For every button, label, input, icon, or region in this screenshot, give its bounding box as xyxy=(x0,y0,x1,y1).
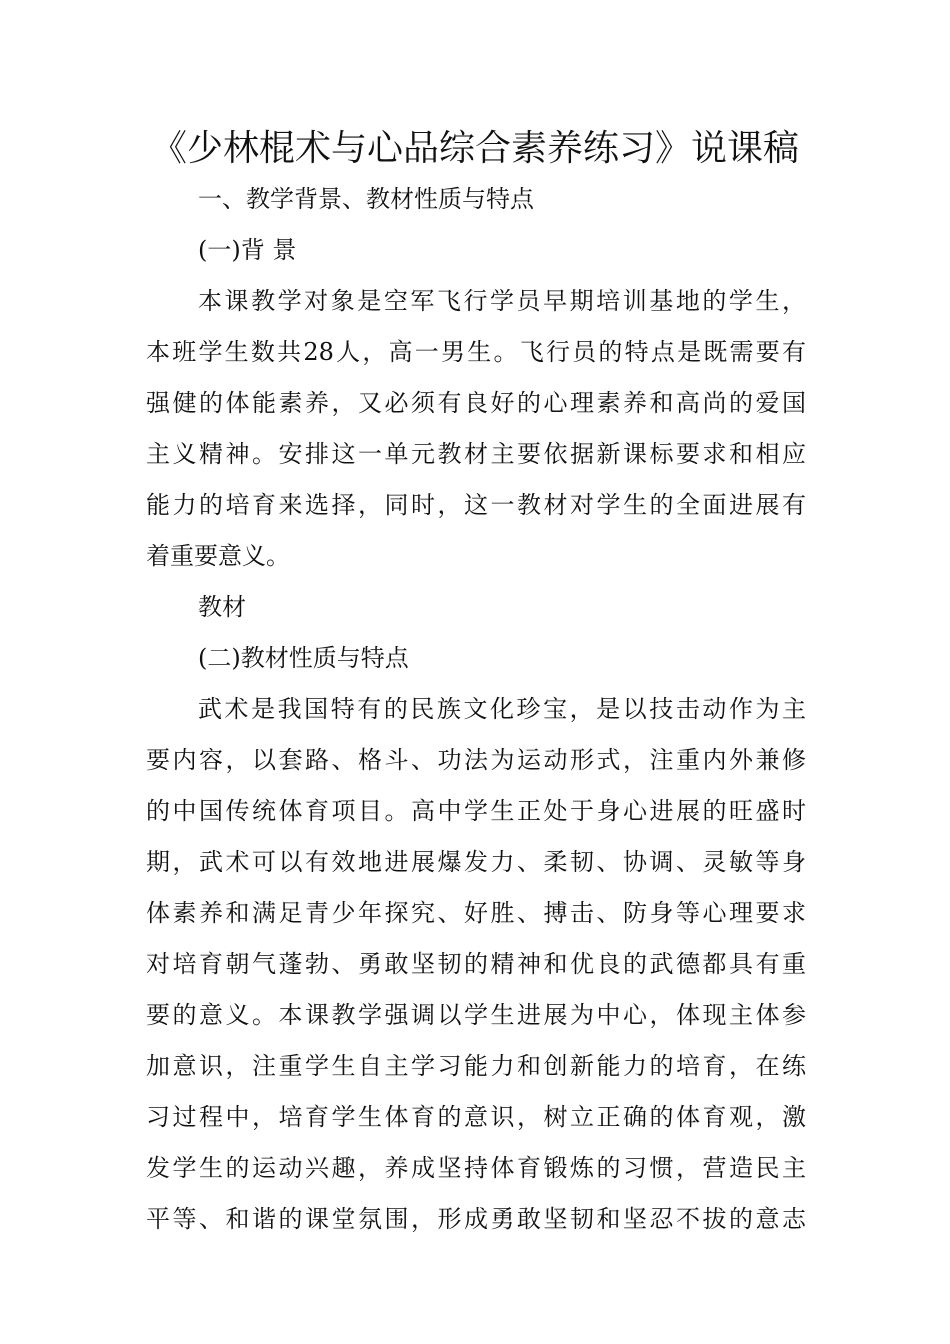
paragraph-line: 平等、和谐的课堂氛围，形成勇敢坚韧和坚忍不拔的意志 xyxy=(146,1205,806,1233)
subsection-heading-background: (一)背 景 xyxy=(198,236,297,264)
paragraph-line: 能力的培育来选择，同时，这一教材对学生的全面进展有 xyxy=(146,491,806,519)
paragraph-line: 习过程中，培育学生体育的意识，树立正确的体育观，激 xyxy=(146,1103,806,1131)
paragraph-line: 的中国传统体育项目。高中学生正处于身心进展的旺盛时 xyxy=(146,797,806,825)
paragraph-line: 本课教学对象是空军飞行学员早期培训基地的学生， xyxy=(198,287,806,315)
paragraph-line: 要内容，以套路、格斗、功法为运动形式，注重内外兼修 xyxy=(146,746,806,774)
document-title: 《少林棍术与心品综合素养练习》说课稿 xyxy=(150,128,799,169)
paragraph-line: 要的意义。本课教学强调以学生进展为中心，体现主体参 xyxy=(146,1001,806,1029)
paragraph-line: 对培育朝气蓬勃、勇敢坚韧的精神和优良的武德都具有重 xyxy=(146,950,806,978)
section-heading-1: 一、教学背景、教材性质与特点 xyxy=(198,185,534,213)
paragraph-line: 加意识，注重学生自主学习能力和创新能力的培育，在练 xyxy=(146,1052,806,1080)
paragraph-line: 强健的体能素养，又必须有良好的心理素养和高尚的爱国 xyxy=(146,389,806,417)
paragraph-line: 期，武术可以有效地进展爆发力、柔韧、协调、灵敏等身 xyxy=(146,848,806,876)
subsection-heading-material: (二)教材性质与特点 xyxy=(198,644,409,672)
paragraph-line: 武术是我国特有的民族文化珍宝，是以技击动作为主 xyxy=(198,695,806,723)
paragraph-line: 发学生的运动兴趣，养成坚持体育锻炼的习惯，营造民主 xyxy=(146,1154,806,1182)
paragraph-line: 着重要意义。 xyxy=(146,542,290,570)
label-teaching-material: 教材 xyxy=(198,593,246,621)
paragraph-line: 本班学生数共28人，高一男生。飞行员的特点是既需要有 xyxy=(146,338,806,366)
paragraph-line: 体素养和满足青少年探究、好胜、搏击、防身等心理要求 xyxy=(146,899,806,927)
paragraph-line: 主义精神。安排这一单元教材主要依据新课标要求和相应 xyxy=(146,440,806,468)
